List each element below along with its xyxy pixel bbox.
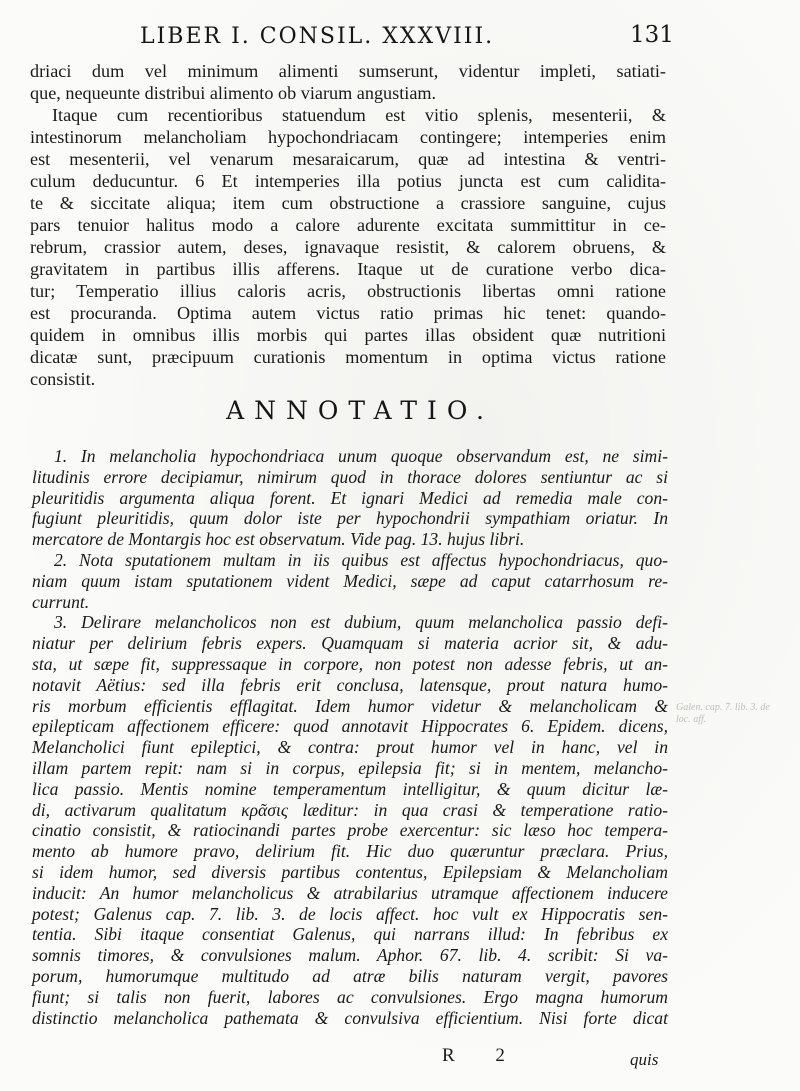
note-line: illam partem repit: nam si in corpus, epilepsia fit; si in mentem, melancho-: [32, 757, 668, 778]
text-line: te & siccitate aliqua; item cum obstructione a crassiore sanguine, cujus: [30, 193, 666, 213]
note-line: niam quum istam sputationem vident Medici, sæpe ad caput catarrhosum re-: [32, 570, 668, 591]
running-title: LIBER I. CONSIL. XXXVIII.: [140, 24, 495, 49]
text-line: culum deducuntur. 6 Et intemperies illa potius juncta est cum calidita-: [30, 171, 666, 191]
note-line: sta, ut sæpe fit, suppressaque in corpore, non potest non adesse febris, ut an-: [32, 653, 668, 674]
text-line: rebrum, crassior autem, deses, ignavaque resistit, & calorem obruens, &: [30, 237, 666, 257]
note-line: 3. Delirare melancholicos non est dubium, quum melancholica passio defi-: [54, 612, 668, 633]
note-line: cinatio consistit, & ratiocinandi partes probe exercentur: sic læso hoc tempera-: [32, 820, 668, 841]
note-line: pleuritidis argumenta aliqua forent. Et ignari Medici ad remedia male con-: [32, 487, 668, 508]
text-line: que, nequeunte distribui alimento ob viarum angustiam.: [30, 83, 437, 103]
text-line: tur; Temperatio illius caloris acris, obstructionis libertas omni ratione: [30, 281, 666, 301]
note-line: somnis timores, & convulsiones malum. Aphor. 67. lib. 4. scribit: Si va-: [32, 945, 668, 966]
note-line: notavit Aëtius: sed illa febris erit conclusa, latensque, prout natura humo-: [32, 674, 668, 695]
text-line: pars tenuior halitus modo a calore adurente excitata summittitur in ce-: [30, 215, 666, 235]
margin-note: Galen. cap. 7. lib. 3. de loc. aff.: [676, 702, 770, 725]
text-line: quidem in omnibus illis morbis qui partes illas obsident quæ nutritioni: [30, 325, 666, 345]
text-line: consistit.: [30, 369, 96, 389]
text-line: est mesenterii, vel venarum mesaraicarum, quæ ad intestina & ventri-: [30, 149, 666, 169]
section-heading: ANNOTATIO.: [226, 396, 494, 425]
note-line: inducit: An humor melancholicus & atrabilarius utramque affectionem inducere: [32, 882, 668, 903]
note-line: distinctio melancholica pathemata & convulsiva efficientium. Nisi forte dicat: [32, 1007, 668, 1028]
consilium-body-text: [30, 60, 666, 390]
note-line: mento ab humore pravo, delirium fit. Hic duo quæruntur præclara. Prius,: [32, 841, 668, 862]
text-line: est procuranda. Optima autem victus ratio primas hic tenet: quando-: [30, 303, 666, 323]
note-line: currunt.: [32, 591, 90, 612]
signature-mark: R 2: [442, 1045, 523, 1066]
note-line: 1. In melancholia hypochondriaca unum quoque observandum est, ne simi-: [54, 446, 668, 466]
note-line: di, activarum qualitatum κρᾶσις læditur: in qua crasi & temperatione ratio-: [32, 799, 668, 820]
note-line: niatur per delirium febris expers. Quamquam si materia acrior sit, & adu-: [32, 633, 668, 654]
note-line: potest; Galenus cap. 7. lib. 3. de locis affect. hoc vult ex Hippocratis sen-: [32, 903, 668, 924]
text-line: intestinorum melancholiam hypochondriacam contingere; intemperies enim: [30, 127, 666, 147]
note-line: litudinis errore decipiamur, nimirum quod in thorace dolores sentiuntur ac si: [32, 466, 668, 487]
text-line: dicatæ sunt, præcipuum curationis momentum in optima victus ratione: [30, 347, 666, 367]
annotatio-notes: [32, 446, 668, 1028]
catchword: quis: [630, 1050, 659, 1069]
note-line: fiunt; si talis non fuerit, labores ac convulsiones. Ergo magna humorum: [32, 986, 668, 1007]
note-line: ris morbum efficientis efflagitat. Idem humor videtur & melancholicam &: [32, 695, 668, 716]
note-line: Melancholici fiunt epileptici, & contra: prout humor vel in hanc, vel in: [32, 737, 668, 758]
text-line: Itaque cum recentioribus statuendum est vitio splenis, mesenterii, &: [52, 105, 666, 125]
note-line: fugiunt pleuritidis, quum dolor iste per hypochondrii sympathiam oriatur. In: [32, 508, 668, 529]
page-number: 131: [630, 22, 674, 48]
note-line: si idem humor, sed diversis partibus contentus, Epilepsiam & Melancholiam: [32, 861, 668, 882]
note-line: tentia. Sibi itaque consentiat Galenus, qui narrans illud: In febribus ex: [32, 924, 668, 945]
note-line: epilepticam affectionem efficere: quod annotavit Hippocrates 6. Epidem. dicens,: [32, 716, 668, 737]
running-head: [140, 20, 700, 60]
note-line: lica passio. Mentis nomine temperamentum intelligitur, & quum dicitur læ-: [32, 778, 668, 799]
note-line: porum, humorumque multitudo ad atræ bilis naturam vergit, pavores: [32, 965, 668, 986]
text-line: gravitatem in partibus illis afferens. Itaque ut de curatione verbo dica-: [30, 259, 666, 279]
note-line: mercatore de Montargis hoc est observatum. Vide pag. 13. hujus libri.: [32, 529, 525, 550]
text-line: driaci dum vel minimum alimenti sumserunt, videntur impleti, satiati-: [30, 61, 666, 81]
note-line: 2. Nota sputationem multam in iis quibus est affectus hypochondriacus, quo-: [54, 549, 668, 570]
